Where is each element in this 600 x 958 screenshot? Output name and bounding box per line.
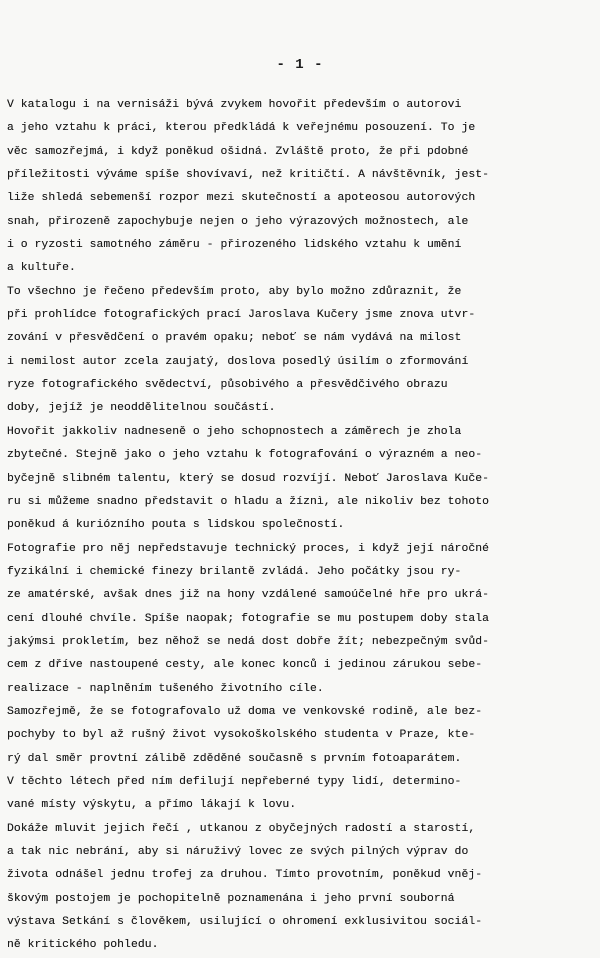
text-line: Dokáže mluvit jejich řečí , utkanou z obyčejných radostí a starostí, xyxy=(7,822,476,835)
text-line: ně kritického pohledu. xyxy=(7,939,159,952)
text-line: To všechno je řečeno především proto, aby bylo možno zdůraznit, že xyxy=(7,285,462,298)
page-number: - 1 - xyxy=(276,57,324,73)
text-line: poněkud á kuriózního pouta s lidskou společností. xyxy=(7,519,345,532)
text-line: při prohlídce fotografických prací Jaroslava Kučery jsme znova utvr- xyxy=(7,309,476,322)
text-line: vané místy výskytu, a přímo lákají k lovu. xyxy=(7,799,297,812)
text-line: snah, přirozeně zapochybuje nejen o jeho výrazových možnostech, ale xyxy=(7,215,469,228)
text-line: škovým postojem je pochopitelně poznamenána i jeho první souborná xyxy=(7,892,455,905)
text-line: liže shledá sebemenší rozpor mezi skutečností a apoteosou autorových xyxy=(7,192,476,205)
text-line: Hovořit jakkoliv nadneseně o jeho schopnostech a záměrech je zhola xyxy=(7,425,462,438)
text-line: života odnášel jednu trofej za druhou. Tímto provotním, poněkud vněj- xyxy=(7,869,483,882)
text-line: byčejně slibném talentu, který se dosud rozvíjí. Neboť Jaroslava Kuče- xyxy=(7,472,489,485)
text-line: ze amatérské, avšak dnes již na hony vzdálené samoúčelné hře pro ukrá- xyxy=(7,589,489,602)
text-line: i nemilost autor zcela zaujatý, doslova posedlý úsilím o zformování xyxy=(7,355,469,368)
text-line: Fotografie pro něj nepředstavuje technický proces, i když její náročné xyxy=(7,542,489,555)
text-line: a kultuře. xyxy=(7,262,76,275)
text-line: rý dal směr provtní zálibě zděděné současně s prvním fotoaparátem. xyxy=(7,752,462,765)
text-line: ru si můžeme snadno představit o hladu a žíznì, ale nikoliv bez tohoto xyxy=(7,495,489,508)
text-line: věc samozřejmá, i když poněkud ošidná. Zvláště proto, že při pdobné xyxy=(7,145,469,158)
text-line: jakýmsi prokletím, bez něhož se nedá dost dobře žít; nebezpečným svůd- xyxy=(7,635,489,648)
text-line: zování v přesvědčení o pravém opaku; neboť se nám vydává na milost xyxy=(7,332,462,345)
text-line: realizace - naplněním tušeného životního cíle. xyxy=(7,682,324,695)
text-line: doby, jejíž je neoddělitelnou součástí. xyxy=(7,402,276,415)
text-line: výstava Setkání s člověkem, usilující o ohromení exklusivitou sociál- xyxy=(7,916,483,929)
text-line: V těchto létech před ním defilují nepřeberné typy lidí, determino- xyxy=(7,775,462,788)
text-line: a jeho vztahu k práci, kterou předkládá k veřejnému posouzení. To je xyxy=(7,122,476,135)
text-line: Samozřejmě, že se fotografovalo už doma ve venkovské rodině, ale bez- xyxy=(7,705,483,718)
text-line: příležitosti výváme spíše shovívaví, než kritičtí. A návštěvník, jest- xyxy=(7,169,489,182)
text-line: V katalogu i na vernisáži bývá zvykem hovořit především o autorovi xyxy=(7,99,462,111)
body-text xyxy=(7,94,597,958)
text-line: cení dlouhé chvíle. Spíše naopak; fotografie se mu postupem doby stala xyxy=(7,612,489,625)
text-line: zbytečné. Stejně jako o jeho vztahu k fotografování o výrazném a neo- xyxy=(7,449,483,462)
text-line: a tak nic nebrání, aby si náruživý lovec ze svých pilných výprav do xyxy=(7,846,469,858)
text-line: pochyby to byl až rušný život vysokoškolského studenta v Praze, kte- xyxy=(7,729,476,742)
text-line: i o ryzosti samotného záměru - přirozeného lidského vztahu k umění xyxy=(7,239,462,252)
text-line: cem z dříve nastoupené cesty, ale konec konců i jedinou zárukou sebe- xyxy=(7,659,483,672)
text-line: ryze fotografického svědectví, působivého a přesvědčivého obrazu xyxy=(7,379,448,392)
text-line: fyzikální i chemické finezy brilantě zvládá. Jeho počátky jsou ry- xyxy=(7,565,462,578)
